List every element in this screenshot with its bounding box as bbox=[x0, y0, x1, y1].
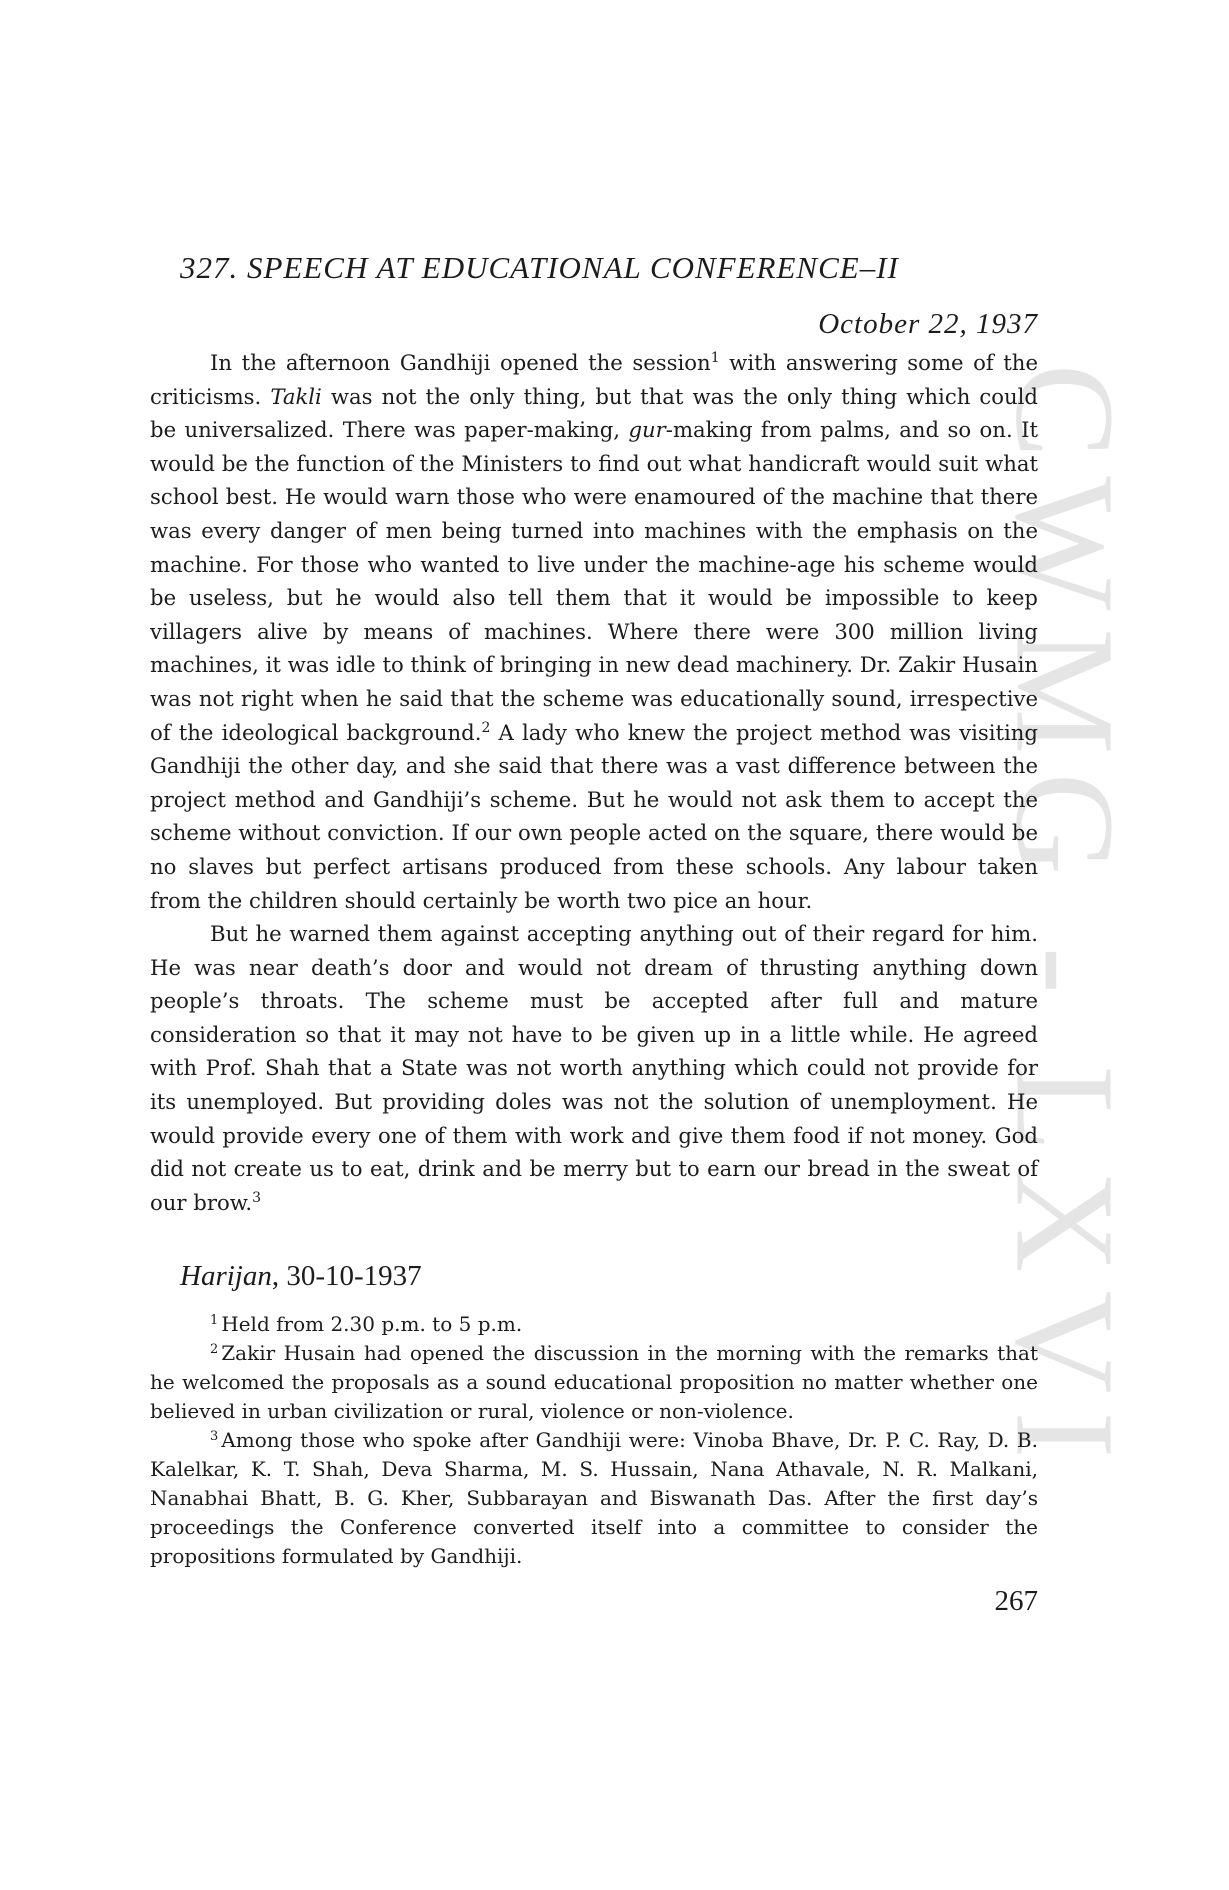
article-body bbox=[150, 346, 1038, 1219]
page-number: 267 bbox=[994, 1585, 1038, 1617]
text-run: A lady who knew the project method was visiting Gandhiji the other day, and she said that there was a vast difference between the project method and Gandhiji’s scheme. But he would not ask them to accept the scheme without conviction. If our own people acted on the square, there would be no slaves but perfect artisans produced from these schools. Any labour taken from the children should certainly be worth two pice an hour. bbox=[150, 719, 1038, 913]
footnote-text: Among those who spoke after Gandhiji were: Vinoba Bhave, Dr. P. C. Ray, D. B. Kalelkar, K. T. Shah, Deva Sharma, M. S. Hussain, Nana Athavale, N. R. Malkani, Nanabhai Bhatt, B. G. Kher, Subbarayan and Biswanath Das. After the first day’s proceedings the Conference converted itself into a committee to consider the propositions formulated by Gandhiji. bbox=[150, 1428, 1038, 1568]
footnotes bbox=[150, 1310, 1038, 1571]
footnote-mark: 2 bbox=[210, 1342, 219, 1357]
footnote-text: Zakir Husain had opened the discussion in the morning with the remarks that he welcomed the proposals as a sound educational proposition no matter whether one believed in urban civilization or rural, violence or non-violence. bbox=[150, 1341, 1038, 1423]
footnote-mark: 1 bbox=[210, 1313, 219, 1328]
source-journal: Harijan bbox=[180, 1260, 272, 1292]
text-run: with answering some of the criticisms. bbox=[150, 350, 1038, 409]
footnote-2 bbox=[150, 1339, 1038, 1426]
footnote-3 bbox=[150, 1426, 1038, 1571]
document-page bbox=[150, 0, 1038, 1890]
text-run: -making from palms, and so on. It would be the function of the Ministers to find out what handicraft would suit what school best. He would warn those who were enamoured of the machine that there was every danger of men being turned into machines with the emphasis on the machine. For those who wanted to live under the machine-age his scheme would be useless, but he would also tell them that it would be impossible to keep villagers alive by means of machines. Where there were 300 million living machines, it was idle to think of bringing in new dead machinery. Dr. Zakir Husain was not right when he said that the scheme was educationally sound, irrespective of the ideological background. bbox=[150, 417, 1038, 745]
footnote-1 bbox=[150, 1310, 1038, 1339]
watermark-text: CWMG - LXVI bbox=[986, 363, 1144, 1477]
article-title: 327. SPEECH AT EDUCATIONAL CONFERENCE–II bbox=[180, 250, 899, 285]
footnote-text: Held from 2.30 p.m. to 5 p.m. bbox=[221, 1312, 523, 1336]
text-run: In the afternoon Gandhiji opened the session bbox=[210, 350, 711, 375]
italic-term-takli: Takli bbox=[270, 383, 322, 409]
source-date: , 30-10-1937 bbox=[271, 1260, 422, 1292]
italic-term-gur: gur bbox=[628, 417, 666, 443]
text-run: was not the only thing, but that was the only thing which could be universalized. There was paper-making, bbox=[150, 383, 1038, 443]
body-paragraph-2 bbox=[150, 917, 1038, 1219]
footnote-ref-2[interactable]: 2 bbox=[481, 719, 491, 736]
article-date: October 22, 1937 bbox=[818, 308, 1038, 340]
text-run: But he warned them against accepting anything out of their regard for him. He was near death’s door and would not dream of thrusting anything down people’s throats. The scheme must be accepted after full and mature consideration so that it may not have to be given up in a little while. He agreed with Prof. Shah that a State was not worth anything which could not provide for its unemployed. But providing doles was not the solution of unemployment. He would provide every one of them with work and give them food if not money. God did not create us to eat, drink and be merry but to earn our bread in the sweat of our brow. bbox=[150, 921, 1038, 1215]
footnote-ref-1[interactable]: 1 bbox=[710, 350, 720, 366]
body-paragraph-1 bbox=[150, 346, 1038, 917]
footnote-ref-3[interactable]: 3 bbox=[252, 1189, 261, 1206]
source-citation bbox=[180, 1260, 422, 1293]
footnote-mark: 3 bbox=[210, 1429, 219, 1444]
